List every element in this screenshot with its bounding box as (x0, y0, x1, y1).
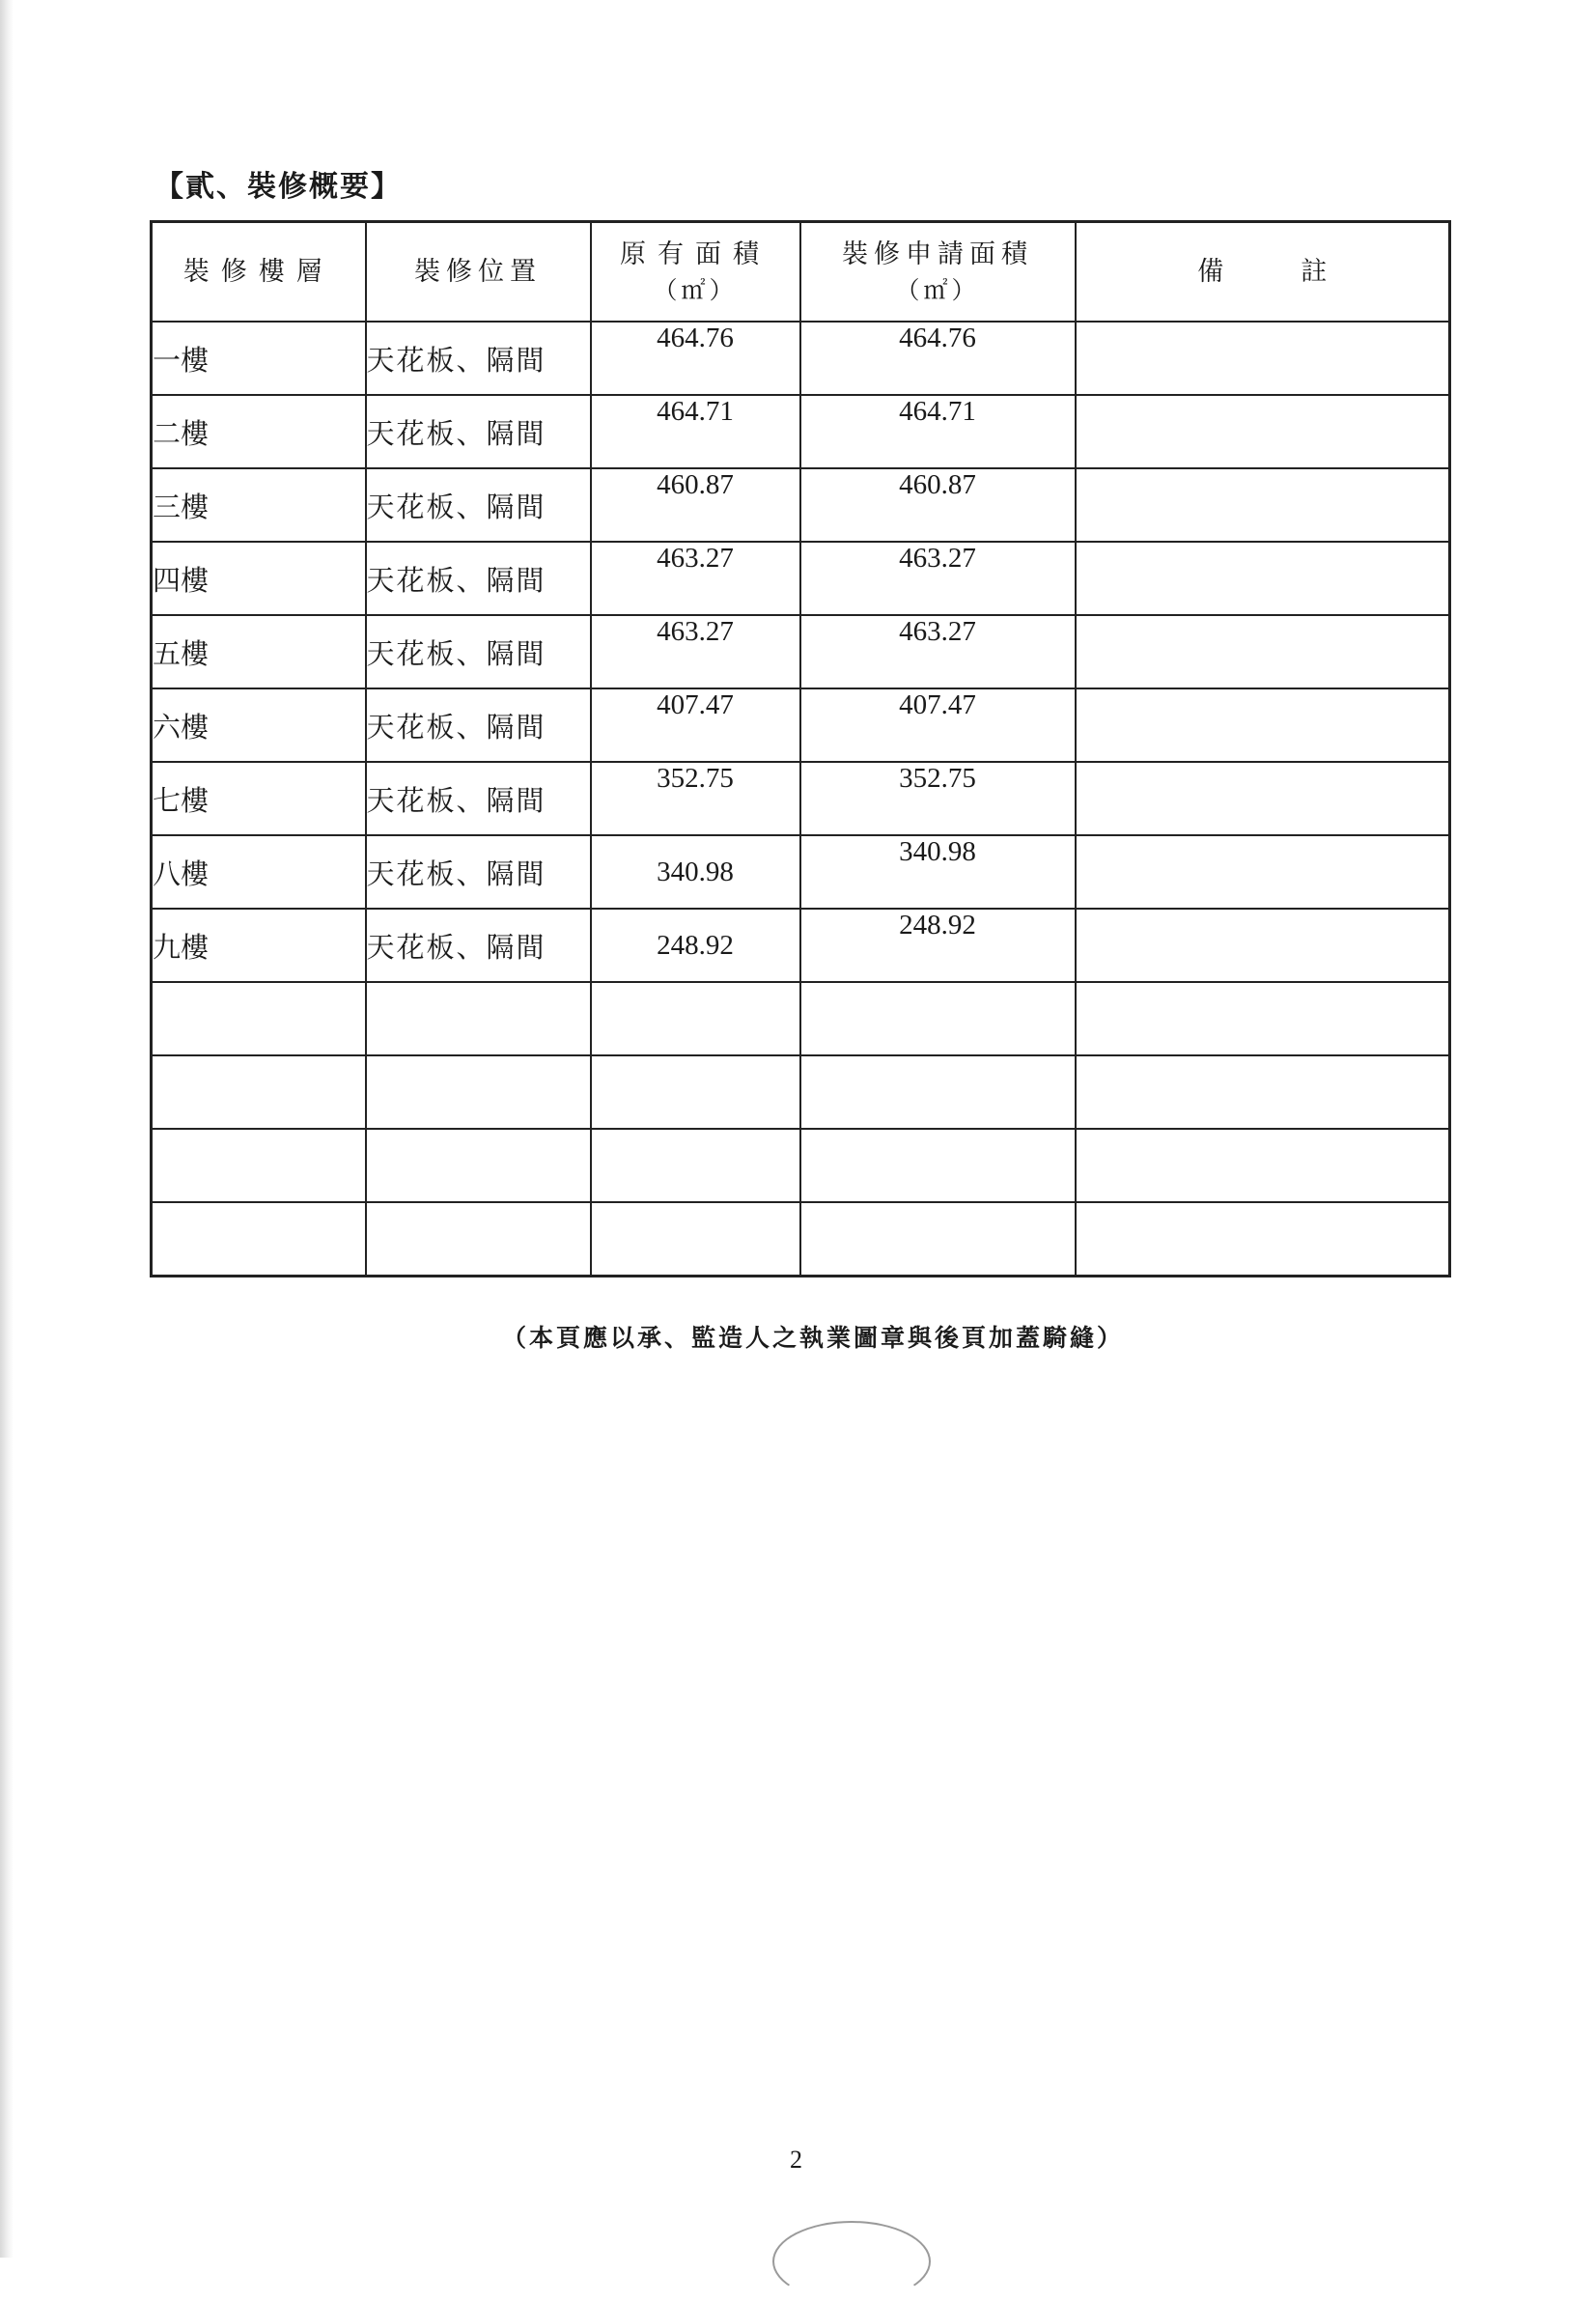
table-row (152, 982, 1450, 1055)
applied-area-cell: 460.87 (800, 468, 1076, 542)
location-cell: 天花板、隔間 (366, 322, 591, 395)
original-area-cell: 463.27 (591, 615, 800, 688)
remarks-cell (1076, 395, 1450, 468)
floor-cell (152, 1129, 366, 1202)
table-row (152, 615, 1450, 688)
applied-area-cell (800, 1129, 1076, 1202)
table-row (152, 1202, 1450, 1277)
original-area-cell: 464.76 (591, 322, 800, 395)
table-row (152, 1129, 1450, 1202)
location-cell: 天花板、隔間 (366, 835, 591, 909)
floor-cell: 四樓 (152, 542, 366, 615)
location-cell (366, 1129, 591, 1202)
original-area-cell: 464.71 (591, 395, 800, 468)
original-area-cell: 352.75 (591, 762, 800, 835)
floor-cell: 七樓 (152, 762, 366, 835)
remarks-cell (1076, 1055, 1450, 1129)
renovation-summary-table (150, 220, 1451, 1277)
applied-area-cell: 352.75 (800, 762, 1076, 835)
header-applied-area: 裝修申請面積 （㎡） (800, 222, 1076, 323)
header-remarks: 備註 (1076, 222, 1450, 323)
table-row (152, 909, 1450, 982)
location-cell (366, 1202, 591, 1277)
footer-note: （本頁應以承、監造人之執業圖章與後頁加蓋騎縫） (502, 1324, 1125, 1352)
original-area-cell: 463.27 (591, 542, 800, 615)
remarks-cell (1076, 835, 1450, 909)
remarks-cell (1076, 1129, 1450, 1202)
table-body (152, 322, 1450, 1277)
header-location: 裝修位置 (366, 222, 591, 323)
floor-cell (152, 1055, 366, 1129)
floor-cell: 三樓 (152, 468, 366, 542)
location-cell: 天花板、隔間 (366, 909, 591, 982)
remarks-cell (1076, 468, 1450, 542)
original-area-cell: 407.47 (591, 688, 800, 762)
floor-cell: 五樓 (152, 615, 366, 688)
floor-cell (152, 982, 366, 1055)
remarks-cell (1076, 542, 1450, 615)
remarks-cell (1076, 909, 1450, 982)
original-area-cell (591, 1055, 800, 1129)
applied-area-cell (800, 1202, 1076, 1277)
floor-cell: 八樓 (152, 835, 366, 909)
location-cell (366, 982, 591, 1055)
remarks-cell (1076, 1202, 1450, 1277)
header-original-area: 原有面積 （㎡） (591, 222, 800, 323)
floor-cell (152, 1202, 366, 1277)
original-area-cell (591, 982, 800, 1055)
original-area-cell: 248.92 (591, 909, 800, 982)
location-cell: 天花板、隔間 (366, 395, 591, 468)
table-row (152, 322, 1450, 395)
page-number: 2 (790, 2146, 802, 2174)
table-row (152, 688, 1450, 762)
location-cell: 天花板、隔間 (366, 615, 591, 688)
remarks-cell (1076, 322, 1450, 395)
table-row (152, 762, 1450, 835)
location-cell: 天花板、隔間 (366, 762, 591, 835)
scan-edge-shadow (0, 0, 14, 2258)
table-row (152, 1055, 1450, 1129)
floor-cell: 二樓 (152, 395, 366, 468)
table-row (152, 468, 1450, 542)
applied-area-cell: 340.98 (800, 835, 1076, 909)
original-area-cell (591, 1129, 800, 1202)
seal-stamp-partial (772, 2221, 931, 2302)
floor-cell: 六樓 (152, 688, 366, 762)
original-area-cell (591, 1202, 800, 1277)
applied-area-cell: 464.76 (800, 322, 1076, 395)
original-area-cell: 460.87 (591, 468, 800, 542)
location-cell: 天花板、隔間 (366, 542, 591, 615)
section-title: 【貳、裝修概要】 (154, 170, 402, 204)
table-header-row (152, 222, 1450, 323)
applied-area-cell (800, 982, 1076, 1055)
table-row (152, 835, 1450, 909)
location-cell: 天花板、隔間 (366, 468, 591, 542)
applied-area-cell (800, 1055, 1076, 1129)
remarks-cell (1076, 688, 1450, 762)
table-row (152, 542, 1450, 615)
applied-area-cell: 463.27 (800, 615, 1076, 688)
remarks-cell (1076, 615, 1450, 688)
applied-area-cell: 407.47 (800, 688, 1076, 762)
location-cell (366, 1055, 591, 1129)
applied-area-cell: 463.27 (800, 542, 1076, 615)
original-area-cell: 340.98 (591, 835, 800, 909)
floor-cell: 一樓 (152, 322, 366, 395)
applied-area-cell: 464.71 (800, 395, 1076, 468)
floor-cell: 九樓 (152, 909, 366, 982)
remarks-cell (1076, 762, 1450, 835)
table-row (152, 395, 1450, 468)
location-cell: 天花板、隔間 (366, 688, 591, 762)
header-floor: 裝修樓層 (152, 222, 366, 323)
applied-area-cell: 248.92 (800, 909, 1076, 982)
remarks-cell (1076, 982, 1450, 1055)
